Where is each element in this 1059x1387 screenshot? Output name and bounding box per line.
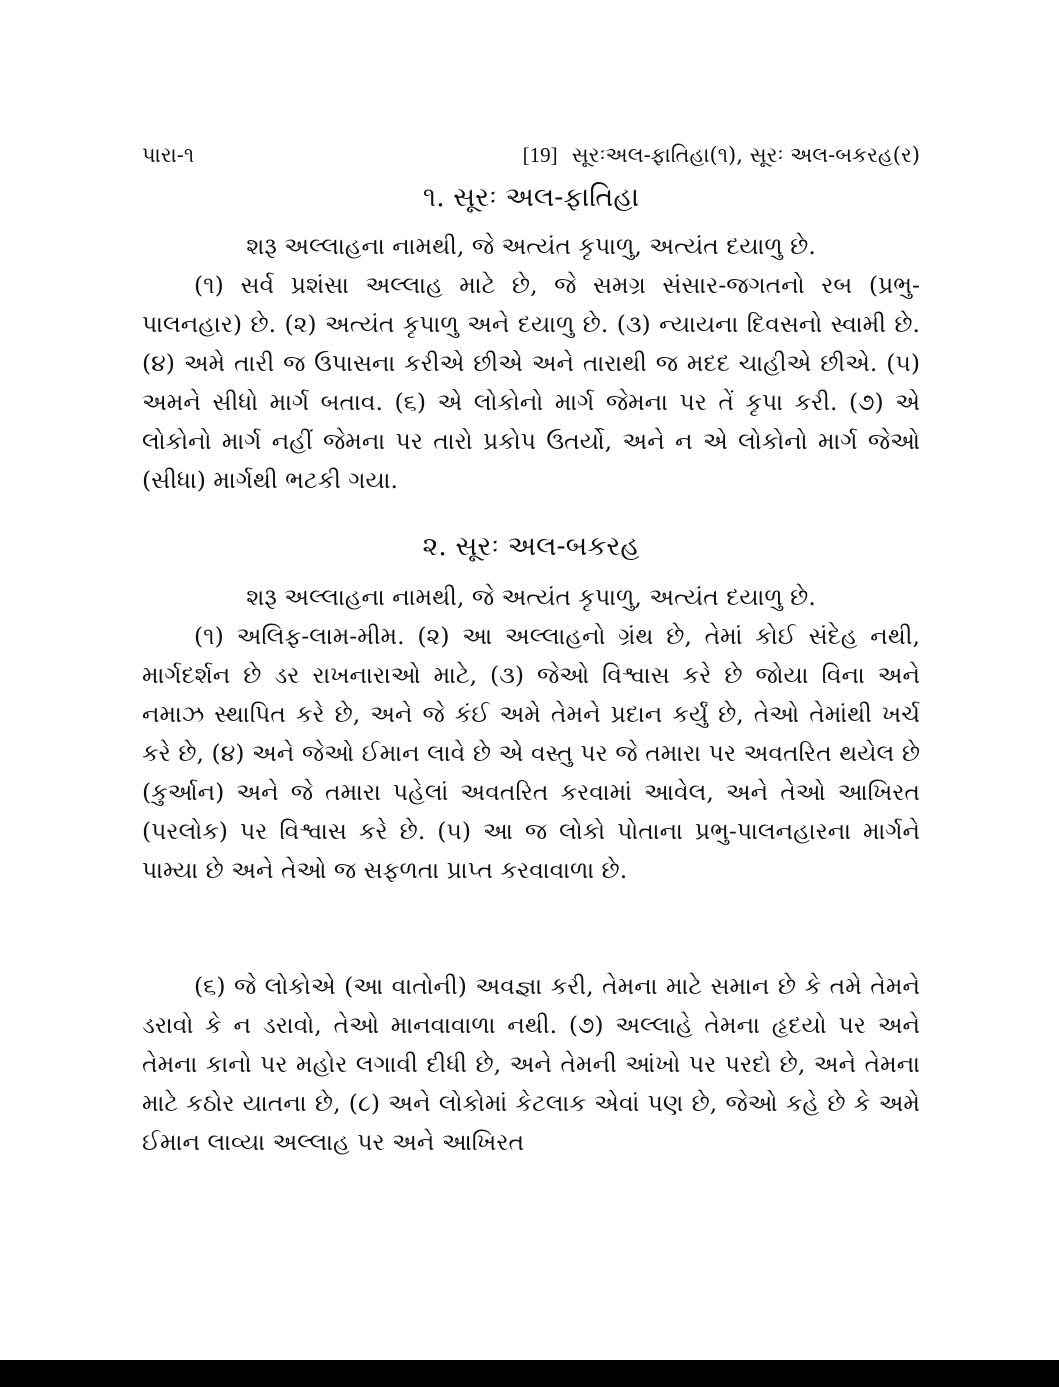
verse-paragraph: (૬) જે લોકોએ (આ વાતોની) અવજ્ઞા કરી, તેમના માટે સમાન છે કે તમે તેમને ડરાવો કે ન ડરાવો, તેઓ માનવાવાળા નથી. (૭) અલ્લાહે તેમના હૃદયો પર અને તેમના કાનો પર મહોર લગાવી દીધી છે, અને તેમની આંખો પર પરદો છે, અને તેમના માટે કઠોર યાતના છે, (૮) અને લોકોમાં કેટલાક એવાં પણ છે, જેઓ કહે છે કે અમે ઈમાન લાવ્યા અલ્લાહ પર અને આખિરત: [142, 972, 920, 1156]
surah-title-fatiha: ૧. સૂરઃ અલ-ફાતિહા: [422, 182, 640, 213]
para-label: પારા-૧: [142, 143, 195, 167]
bismillah-line: શરૂ અલ્લાહના નામથી, જે અત્યંત કૃપાળુ, અત્યંત દયાળુ છે.: [246, 583, 816, 611]
header-right: [523, 143, 920, 168]
surah-range-label: સૂરઃઅલ-ફાતિહા(૧), સૂરઃ અલ-બકરહ(ર): [571, 143, 920, 167]
verse-paragraph: (૧) અલિફ-લામ-મીમ. (૨) આ અલ્લાહનો ગ્રંથ છે, તેમાં કોઈ સંદેહ નથી, માર્ગદર્શન છે ડર રાખનારાઓ માટે, (૩) જેઓ વિશ્વાસ કરે છે જોયા વિના અને નમાઝ સ્થાપિત કરે છે, અને જે કંઈ અમે તેમને પ્રદાન કર્યું છે, તેઓ તેમાંથી ખર્ચ કરે છે, (૪) અને જેઓ ઈમાન લાવે છે એ વસ્તુ પર જે તમારા પર અવતરિત થયેલ છે (કુર્આન) અને જે તમારા પહેલાં અવતરિત કરવામાં આવેલ, અને તેઓ આખિરત (પરલોક) પર વિશ્વાસ કરે છે. (૫) આ જ લોકો પોતાના પ્રભુ-પાલનહારના માર્ગને પામ્યા છે અને તેઓ જ સફળતા પ્રાપ્ત કરવાવાળા છે.: [142, 622, 920, 884]
running-header: [142, 143, 920, 179]
bismillah-line: શરૂ અલ્લાહના નામથી, જે અત્યંત કૃપાળુ, અત્યંત દયાળુ છે.: [246, 232, 816, 260]
page-number: [19]: [522, 143, 558, 167]
bottom-black-bar: [0, 1360, 1059, 1387]
surah-title-baqarah: ૨. સૂરઃ અલ-બકરહ: [422, 531, 640, 562]
verse-paragraph: (૧) સર્વ પ્રશંસા અલ્લાહ માટે છે, જે સમગ્ર સંસાર-જગતનો રબ (પ્રભુ-પાલનહાર) છે. (૨) અત્યંત કૃપાળુ અને દયાળુ છે. (૩) ન્યાયના દિવસનો સ્વામી છે. (૪) અમે તારી જ ઉપાસના કરીએ છીએ અને તારાથી જ મદદ ચાહીએ છીએ. (૫) અમને સીધો માર્ગ બતાવ. (૬) એ લોકોનો માર્ગ જેમના પર તેં કૃપા કરી. (૭) એ લોકોનો માર્ગ નહીં જેમના પર તારો પ્રકોપ ઉતર્યો, અને ન એ લોકોનો માર્ગ જેઓ (સીધા) માર્ગથી ભટકી ગયા.: [142, 271, 920, 494]
